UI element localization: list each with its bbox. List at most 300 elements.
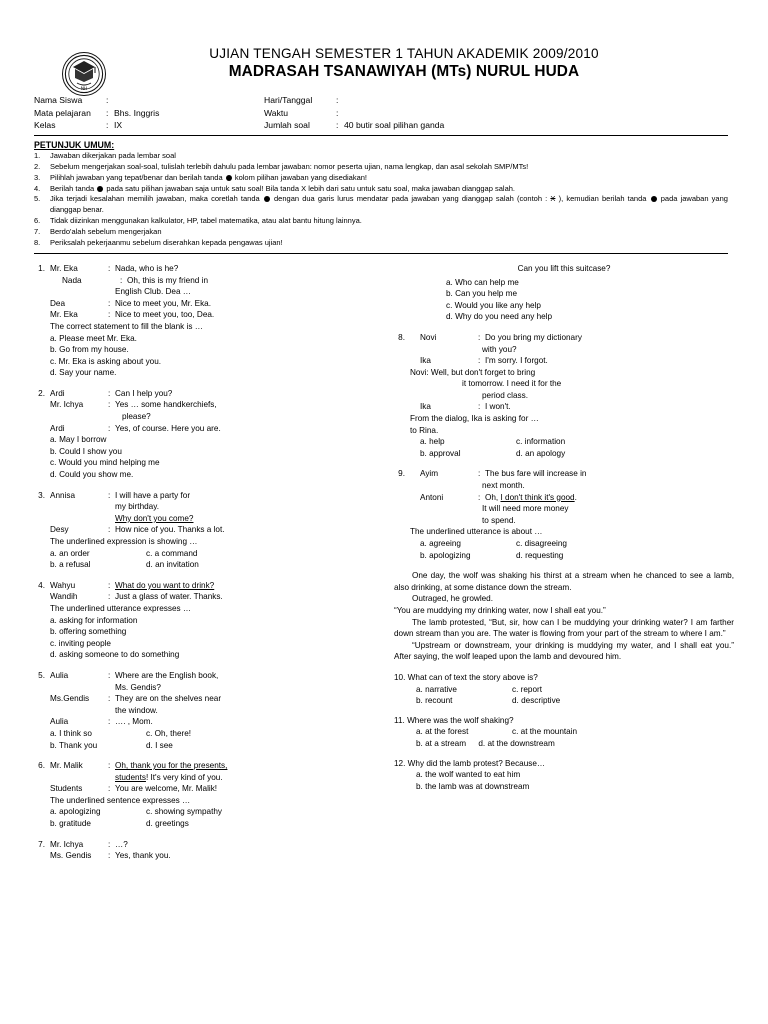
instructions-title: PETUNJUK UMUM: [34,139,115,150]
dialog-line: Novi: Well, but don't forget to bring [410,367,536,377]
question-stem-continued: to Rina. [410,425,439,435]
option-c[interactable]: c. at the mountain [512,727,578,737]
colon: : [108,670,111,680]
options-row [420,448,734,460]
question-number: 3. [38,490,45,500]
question-body [50,263,368,379]
option-c[interactable]: c. a command [146,548,198,558]
option-d[interactable]: d. Say your name. [50,368,117,378]
question-stem: The correct statement to fill the blank is … [50,321,203,331]
instruction-item [34,173,728,183]
question-number: 11. [394,715,405,725]
instruction-item [34,151,728,161]
question-number: 4. [38,580,45,590]
question-stem: The underlined utterance expresses … [50,603,192,613]
instructions-list [34,151,728,248]
question-number: 1. [38,263,45,273]
dialog-line [50,423,368,435]
passage-paragraph: One day, the wolf was shaking his thirst at a stream when he chanced to see a lamb, also drinking, at some distance down the stream. [394,571,734,592]
option-c[interactable]: c. Would you like any help [446,300,541,310]
speaker: Wandih [50,592,78,602]
dialog-line [50,591,368,603]
speaker: Dea [50,298,66,308]
colon: : [108,694,111,704]
item-text: Berdo'alah sebelum mengerjakan [50,226,162,236]
underlined-utterance: I don't think it's good [500,492,575,502]
utterance: Just a glass of water. Thanks. [115,592,223,602]
speaker: Mr. Malik [50,761,83,771]
exam-title-line1: UJIAN TENGAH SEMESTER 1 TAHUN AKADEMIK 2009/2010 [209,46,599,61]
options-row [416,726,734,738]
item-number: 7. [34,226,41,236]
dialog-line [410,492,734,504]
speaker: Antoni [420,492,444,502]
speaker: Desy [50,525,69,535]
utterance: Nice to meet you, Mr. Eka. [115,298,212,308]
option-d[interactable]: d. Why do you need any help [446,312,553,322]
right-column [384,263,734,871]
passage-paragraph: “You are muddying my drinking water, now I shall eat you.” [394,605,606,615]
colon: : [108,525,111,535]
speaker: Ika [420,356,431,366]
option-d[interactable]: d. I see [146,740,173,750]
nama-siswa-value [114,94,264,107]
colon: : [108,717,111,727]
question-stem: From the dialog, Ika is asking for … [410,414,539,424]
option-a[interactable]: a. apologizing [50,807,101,817]
option-b[interactable]: b. apologizing [420,550,471,560]
option-d[interactable]: d. greetings [146,819,189,829]
divider [34,135,728,136]
nama-siswa-label: Nama Siswa [34,95,83,105]
question-4 [34,580,368,661]
colon: : [108,580,111,590]
utterance [485,492,734,504]
item-text-part-c: ), kemudian berilah tanda [558,194,647,204]
question-8 [394,332,734,460]
passage-paragraph: Outraged, he growled. [412,594,494,604]
option-d[interactable]: d. asking someone to do something [50,650,180,660]
option-b[interactable]: b. Can you help me [446,289,518,299]
option-a[interactable]: a. agreeing [420,539,461,548]
utterance-continued [50,772,368,784]
option-b[interactable]: b. recount [416,696,453,706]
page-header [0,0,768,92]
utterance: How nice of you. Thanks a lot. [115,525,225,535]
colon: : [108,592,111,602]
questions-area [34,263,734,871]
speaker: Mr. Ichya [50,839,84,849]
question-number: 2. [38,388,45,398]
option-b[interactable]: b. at a stream [416,738,467,748]
option-c[interactable]: c. report [512,684,543,694]
utterance-prefix: Oh, [485,492,501,502]
question-number: 6. [38,761,45,771]
item-text: Periksalah pekerjaanmu sebelum diserahkan kepada pengawas ujian! [50,237,283,247]
option-a[interactable]: a. asking for information [50,615,138,625]
identity-row [34,94,728,107]
filled-circle-icon [226,175,232,181]
option-a[interactable]: a. the wolf wanted to eat him [416,770,521,780]
question-number: 8. [398,332,405,342]
question-body [410,468,734,561]
underlined-expression: Why don't you come? [115,513,194,523]
question-body [50,490,368,571]
dialog-line [50,298,368,310]
item-text: Jawaban dikerjakan pada lembar soal [50,150,176,160]
question-number: 7. [38,839,45,849]
dialog-line [50,524,368,536]
speaker: Aulia [50,670,69,680]
dialog-line [50,716,368,728]
colon: : [108,839,111,849]
options-row [50,818,368,830]
options [50,333,368,379]
dialog-line [410,332,734,344]
options-row [416,738,734,750]
dialog-line [410,401,734,413]
question-body [50,839,368,862]
colon: : [106,120,109,131]
item-text: Sebelum mengerjakan soal-soal, tulislah terlebih dahulu pada lembar jawaban: nomor peserta ujian, nama lengkap, dan asal sekolah SMP/MTs! [50,161,529,171]
colon: : [106,107,109,118]
dialog-line [50,850,368,862]
dialog-line [50,388,368,400]
option-d[interactable]: d. descriptive [512,696,561,706]
dialog-line [50,783,368,795]
option-d[interactable]: d. requesting [516,550,564,560]
underlined-word: students [115,772,146,782]
question-body [50,760,368,830]
question-6 [34,760,368,830]
waktu-label: Waktu [264,107,289,118]
options [394,726,734,749]
option-d[interactable]: d. at the downstream [478,738,555,748]
option-c[interactable]: c. information [516,437,566,447]
crossed-mark-example: X [550,194,556,204]
utterance: You are welcome, Mr. Malik! [115,784,218,794]
kelas-value: IX [114,120,123,131]
speaker: Annisa [50,490,76,500]
filled-circle-icon [651,196,657,202]
reading-passage [394,570,734,663]
svg-text:NH: NH [80,87,88,92]
utterance-continued: to spend. [482,515,516,525]
utterance-continued: with you? [482,344,517,354]
question-body [50,388,368,481]
options [410,538,734,561]
question-number: 12. [394,758,406,768]
dialog-line [50,309,368,321]
question-stem [394,672,734,684]
instruction-item [34,216,728,226]
utterance-continued: please? [122,412,151,422]
colon: : [120,275,123,285]
dialog-line [50,490,368,502]
colon: : [108,761,111,771]
option-c[interactable]: c. Mr. Eka is asking about you. [50,356,162,366]
speaker: Aulia [50,717,69,727]
options [410,436,734,459]
utterance-continued: English Club. Dea … [115,287,191,297]
options [394,277,734,323]
question-2 [34,388,368,481]
utterance-continued: period class. [482,390,528,400]
speaker: Ardi [50,423,65,433]
dialog-line [410,355,734,367]
options-row [50,728,368,740]
colon: : [336,120,339,131]
question-11 [394,715,734,750]
identity-row [34,119,728,132]
item-text-part-b: dengan dua garis lurus mendatar pada jawaban yang dianggap salah (contoh : [274,194,548,204]
option-a[interactable]: a. help [420,437,445,447]
item-text-part-a: Jika terjadi kesalahan memilih jawaban, maka coretlah tanda [50,194,260,204]
question-12 [394,758,734,793]
option-c[interactable]: c. Oh, there! [146,728,192,738]
item-number: 6. [34,215,41,225]
dialog-line [410,468,734,480]
option-b[interactable]: b. approval [420,448,461,458]
utterance-suffix: . [574,492,577,502]
colon: : [108,423,111,433]
item-text [50,194,728,215]
options [50,806,368,829]
option-a[interactable]: a. narrative [416,684,457,694]
option-b[interactable]: b. Could I show you [50,446,122,456]
colon: : [106,95,109,105]
question-5 [34,670,368,751]
speaker: Mr. Eka [50,310,78,320]
speaker: Ayim [420,469,439,479]
hari-tanggal-label: Hari/Tanggal [264,95,313,105]
question-stem [394,715,734,727]
identity-row [34,107,728,120]
question-7 [34,839,368,862]
utterance: I'm sorry. I forgot. [485,356,548,366]
mata-pelajaran-value: Bhs. Inggris [114,107,160,118]
dialog-line [50,275,368,287]
option-b[interactable]: b. offering something [50,627,127,637]
utterance-continued: it tomorrow. I need it for the [462,379,562,389]
exam-title-line2: MADRASAH TSANAWIYAH (MTs) NURUL HUDA [228,63,580,80]
jumlah-soal-label: Jumlah soal [264,120,310,131]
question-1 [34,263,368,379]
options-row [50,806,368,818]
options [50,548,368,571]
dialog-line [50,263,368,275]
options-row [420,538,734,550]
option-b[interactable]: b. Thank you [50,740,98,750]
option-b[interactable]: b. Go from my house. [50,345,129,355]
option-b[interactable]: b. a refusal [50,560,91,570]
option-a[interactable]: a. Please meet Mr. Eka. [50,333,137,343]
speaker: Ms. Gendis [50,851,92,861]
divider [34,253,728,254]
option-a[interactable]: a. at the forest [416,727,469,737]
option-b[interactable]: b. gratitude [50,819,91,829]
options [394,769,734,792]
underlined-utterance: Oh, thank you for the presents, [115,761,228,771]
question-3 [34,490,368,571]
question-stem: Can you lift this suitcase? [517,263,611,273]
passage-paragraph: “Upstream or downstream, your drinking is muddying my water, and I shall eat you.” After saying, the wolf leaped upon the lamb and devoured him. [394,640,734,662]
option-a[interactable]: a. Who can help me [446,277,519,287]
colon: : [108,310,111,320]
question-number: 10. [394,672,406,682]
dialog-line [50,693,368,705]
speaker: Mr. Eka [50,263,78,273]
utterance: The bus fare will increase in [485,469,587,479]
colon: : [336,107,339,118]
utterance-continued: the window. [115,705,158,715]
instructions-block [34,140,728,248]
option-d[interactable]: d. an invitation [146,560,199,570]
colon: : [478,356,481,366]
options-row [420,436,734,448]
options-row [416,695,734,707]
option-c[interactable]: c. Would you mind helping me [50,458,160,468]
utterance-continued: It will need more money [482,504,569,514]
speaker: Novi [420,332,437,342]
question-10 [394,672,734,707]
option-c[interactable]: c. disagreeing [516,539,567,548]
speaker: Mr. Ichya [50,400,84,410]
utterance: Do you bring my dictionary [485,332,582,342]
colon: : [478,492,481,502]
options-row [420,550,734,562]
question-stem: The underlined sentence expresses … [50,795,191,805]
colon: : [108,400,111,410]
item-text: Tidak diizinkan menggunakan kalkulator, HP, tabel matematika, atau alat bantu hitung lainnya. [50,215,362,225]
option-a[interactable]: a. May I borrow [50,435,107,445]
item-number: 2. [34,161,41,171]
speaker: Ika [420,402,431,412]
dialog-line [50,839,368,851]
option-c[interactable]: c. showing sympathy [146,807,222,817]
school-emblem-icon [62,52,106,96]
question-number: 5. [38,670,45,680]
option-d[interactable]: d. an apology [516,448,566,458]
colon: : [108,298,111,308]
option-d[interactable]: d. Could you show me. [50,470,134,480]
utterance: …? [115,839,128,849]
underlined-utterance: What do you want to drink? [115,580,215,590]
question-body [50,580,368,661]
dialog-line [50,580,368,592]
question-text: Why did the lamb protest? Because… [407,758,546,768]
dialog-line [50,760,368,772]
colon: : [478,402,481,412]
colon: : [108,490,111,500]
utterance: Yes, thank you. [115,851,171,861]
utterance-rest: ! It's very kind of you. [145,772,223,782]
options-row [50,559,368,571]
options [50,615,368,661]
question-stem: The underlined expression is showing … [50,537,198,546]
colon: : [108,851,111,861]
item-text [50,184,728,194]
colon: : [108,784,111,794]
utterance: Yes, of course. Here you are. [115,423,221,433]
mata-pelajaran-label: Mata pelajaran [34,107,91,118]
dialog-line [50,399,368,411]
jumlah-soal-value: 40 butir soal pilihan ganda [344,120,445,131]
question-text: What can of text the story above is? [407,672,538,682]
instruction-item [34,184,728,194]
options-row [416,684,734,696]
identity-block [34,94,728,132]
options-row [50,548,368,560]
colon: : [336,95,339,105]
instruction-item [34,227,728,237]
speaker: Wahyu [50,580,76,590]
question-stem [394,758,734,770]
utterance-continued: next month. [482,481,525,491]
speaker: Ardi [50,388,65,398]
item-text-part-a: Berilah tanda [50,183,95,193]
item-text-part-b: pada satu pilihan jawaban saja untuk satu soal! Bila tanda X lebih dari satu untuk satu soal, maka jawaban dianggap salah. [106,183,515,193]
utterance: I won't. [485,402,511,412]
utterance-continued: Ms. Gendis? [115,682,161,692]
item-number: 8. [34,237,41,247]
options [394,684,734,707]
instruction-item [34,162,728,172]
speaker: Ms.Gendis [50,694,90,704]
kelas-label: Kelas [34,120,56,131]
utterance: Can I help you? [115,388,173,398]
colon: : [108,263,111,273]
speaker: Students [50,784,83,794]
options [50,728,368,751]
utterance: Yes … some handkerchiefs, [115,400,217,410]
instruction-item [34,194,728,215]
passage-paragraph: The lamb protested, “But, sir, how can I be muddying your drinking water? I am farther down stream than you are. The water is flowing from your part of the stream to where I am.” [394,617,734,639]
utterance-continued: my birthday. [115,502,159,512]
left-column [34,263,384,871]
utterance: I will have a party for [115,490,191,500]
item-text [50,173,728,183]
colon: : [108,388,111,398]
colon: : [478,469,481,479]
options-row [50,740,368,752]
utterance: …. , Mom. [115,717,153,727]
options [50,434,368,480]
question-number: 9. [398,469,405,479]
item-number: 5. [34,194,41,204]
item-text-part-a: Pilihlah jawaban yang tepat/benar dan berilah tanda [50,172,223,182]
question-stem: The underlined utterance is about … [410,527,543,537]
option-c[interactable]: c. inviting people [50,638,111,648]
utterance: Nice to meet you, too, Dea. [115,310,215,320]
speaker: Nada [62,275,82,285]
filled-circle-icon [97,186,103,192]
item-number: 4. [34,183,41,193]
utterance: Where are the English book, [115,670,219,680]
option-a[interactable]: a. I think so [50,728,92,738]
option-b[interactable]: b. the lamb was at downstream [416,781,530,791]
question-body [50,670,368,751]
question-body [410,332,734,460]
item-number: 1. [34,150,41,160]
instruction-item [34,238,728,248]
question-9 [394,468,734,561]
question-text: Where was the wolf shaking? [407,715,514,725]
filled-circle-icon [264,196,270,202]
option-a[interactable]: a. an order [50,548,90,558]
question-7-continued [394,263,734,323]
utterance: They are on the shelves near [115,694,222,704]
